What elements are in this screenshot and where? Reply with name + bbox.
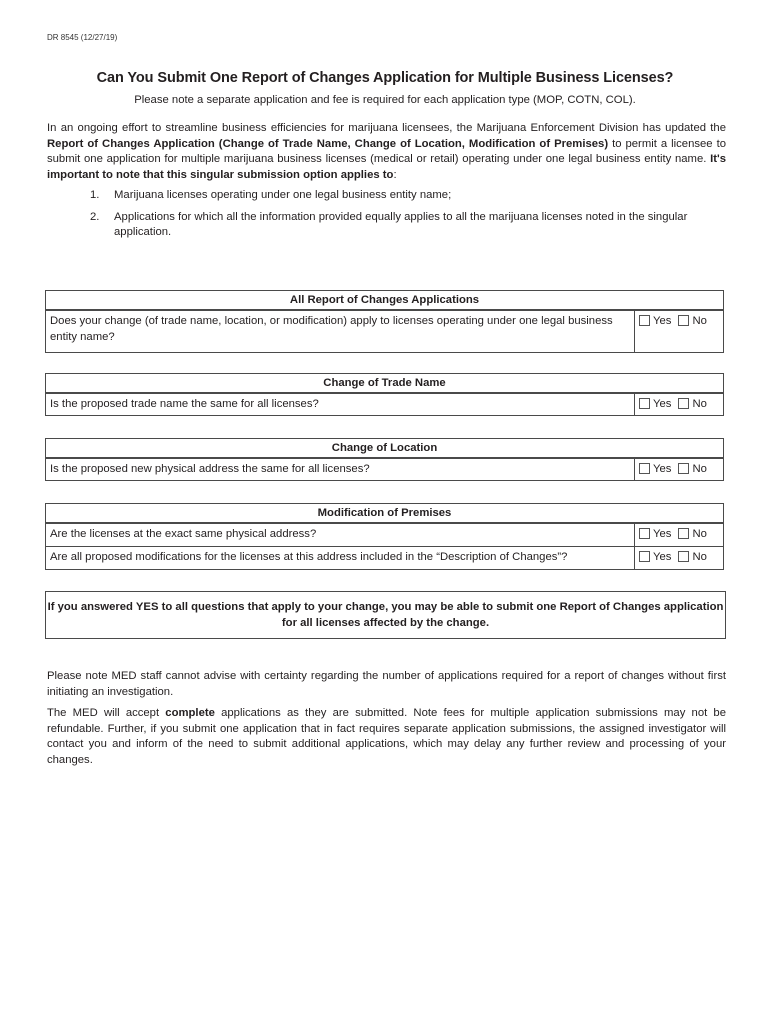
section-change-of-location <box>45 438 724 481</box>
yes-checkbox[interactable] <box>639 463 650 474</box>
intro-paragraph <box>47 121 726 183</box>
answer-options <box>634 524 723 546</box>
yes-label: Yes <box>653 551 672 563</box>
no-label: No <box>692 463 707 475</box>
subtitle: Please note a separate application and fee is required for each application type (MOP, COTN, COL). <box>134 94 636 106</box>
list-number: 1. <box>90 189 100 201</box>
answer-options <box>634 547 723 569</box>
no-checkbox[interactable] <box>678 551 689 562</box>
yes-checkbox[interactable] <box>639 398 650 409</box>
section-header: Change of Trade Name <box>46 374 723 393</box>
question-row <box>46 546 723 569</box>
yes-checkbox[interactable] <box>639 551 650 562</box>
intro-text-3: : <box>393 168 397 181</box>
question-text: Is the proposed new physical address the same for all licenses? <box>50 463 370 475</box>
no-checkbox[interactable] <box>678 398 689 409</box>
section-header: Modification of Premises <box>46 504 723 523</box>
intro-bold-1: Report of Changes Application (Change of Trade Name, Change of Location, Modification of Premises) <box>47 137 609 150</box>
section-all-report-of-changes <box>45 290 724 353</box>
no-checkbox[interactable] <box>678 315 689 326</box>
list-item <box>90 188 726 204</box>
criteria-list <box>90 188 726 247</box>
intro-text-1: In an ongoing effort to streamline business efficiencies for marijuana licensees, the Marijuana Enforcement Division has updated the <box>47 122 726 134</box>
yes-label: Yes <box>653 398 672 410</box>
section-change-of-trade-name <box>45 373 724 416</box>
para2-text-1: The MED will accept <box>47 707 166 719</box>
intro-bold-2: It's important to note that this singular submission option applies to <box>47 153 726 181</box>
question-text: Are all proposed modifications for the licenses at this address included in the “Description of Changes”? <box>50 551 568 563</box>
no-label: No <box>692 398 707 410</box>
no-label: No <box>692 528 707 540</box>
question-text: Does your change (of trade name, location, or modification) apply to licenses operating under one legal business entity name? <box>50 315 613 343</box>
question-row <box>46 523 723 546</box>
page-title: Can You Submit One Report of Changes Application for Multiple Business Licenses? <box>96 70 674 86</box>
list-text: Marijuana licenses operating under one legal business entity name; <box>114 189 452 201</box>
para2-bold: complete <box>165 707 215 719</box>
med-accept-paragraph <box>47 706 726 768</box>
yes-label: Yes <box>653 463 672 475</box>
notice-box: If you answered YES to all questions that apply to your change, you may be able to submit one Report of Changes application for all licenses affected by the change. <box>45 591 726 639</box>
no-label: No <box>692 315 707 327</box>
no-checkbox[interactable] <box>678 463 689 474</box>
section-modification-of-premises <box>45 503 724 570</box>
answer-options <box>634 394 723 415</box>
yes-checkbox[interactable] <box>639 528 650 539</box>
yes-label: Yes <box>653 528 672 540</box>
question-row <box>46 310 723 352</box>
no-checkbox[interactable] <box>678 528 689 539</box>
answer-options <box>634 459 723 480</box>
yes-checkbox[interactable] <box>639 315 650 326</box>
yes-label: Yes <box>653 315 672 327</box>
para2-text-2: applications as they are submitted. Note fees for multiple application submissions may not be refundable. Further, if you submit one application that in fact requires separate application submissions, the assigned investigator will contact you and inform of the need to submit additional applications, which may delay any further review and processing of your changes. <box>47 707 726 766</box>
form-id: DR 8545 (12/27/19) <box>47 33 118 42</box>
intro-text-2: to permit a licensee to submit one application for multiple marijuana business licenses (medical or retail) operating under one legal business entity name. <box>47 137 726 165</box>
answer-options <box>634 311 723 352</box>
med-advice-paragraph: Please note MED staff cannot advise with certainty regarding the number of applications required for a report of changes without first initiating an investigation. <box>47 670 726 698</box>
question-row <box>46 458 723 480</box>
no-label: No <box>692 551 707 563</box>
list-text: Applications for which all the information provided equally applies to all the marijuana licenses noted in the singular application. <box>114 210 688 238</box>
section-header: All Report of Changes Applications <box>46 291 723 310</box>
question-text: Is the proposed trade name the same for all licenses? <box>50 398 319 410</box>
section-header: Change of Location <box>46 439 723 458</box>
question-text: Are the licenses at the exact same physical address? <box>50 528 317 540</box>
list-number: 2. <box>90 210 100 223</box>
list-item <box>90 210 726 241</box>
question-row <box>46 393 723 415</box>
